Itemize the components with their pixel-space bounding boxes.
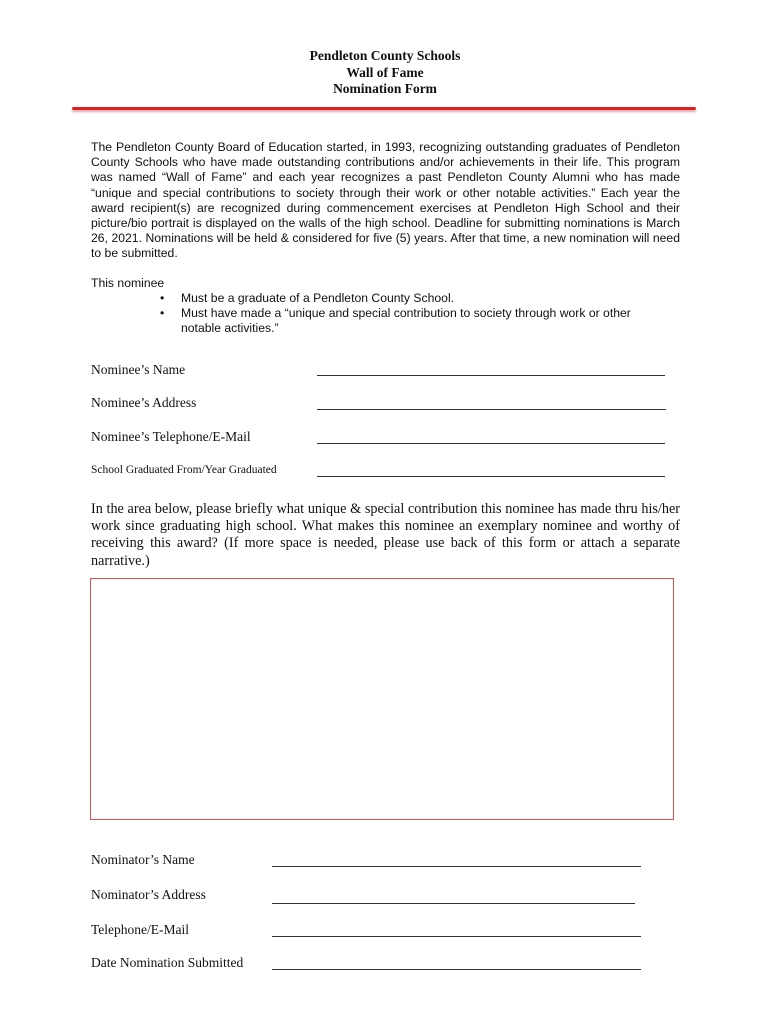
nominator-name-label: Nominator’s Name — [91, 852, 195, 867]
nominator-phone-field[interactable] — [272, 936, 641, 937]
criteria-item: • Must be a graduate of a Pendleton County School. — [160, 291, 660, 306]
intro-paragraph: The Pendleton County Board of Education started, in 1993, recognizing outstanding graduates of Pendleton County Schools who have made outstanding contributions and/or achievements in their life. This program was named “Wall of Fame” and each year recognizes a past Pendleton County Alumni who has made “unique and special contributions to society through their work or other notable activities.” Each year the award recipient(s) are recognized during commencement exercises at Pendleton High School and their picture/bio portrait is displayed on the walls of the high school. Deadline for submitting nominations is March 26, 2021. Nominations will be held & considered for five (5) years. After that time, a new nomination will need to be submitted. — [91, 140, 680, 261]
date-submitted-label: Date Nomination Submitted — [91, 955, 244, 970]
criteria-item: • Must have made a “unique and special contribution to society through work or other notable activities.” — [160, 306, 660, 336]
nominee-address-field[interactable] — [317, 409, 666, 410]
nominee-address-label: Nominee’s Address — [91, 395, 197, 410]
header-divider — [72, 107, 696, 110]
nominator-address-field[interactable] — [272, 903, 635, 904]
form-header — [0, 48, 770, 98]
nominee-name-field[interactable] — [317, 375, 665, 376]
narrative-instructions: In the area below, please briefly what unique & special contribution this nominee has made thru his/her work since graduating high school. What makes this nominee an exemplary nominee and worthy of receiving this award? (If more space is needed, please use back of this form or attach a separate narrative.) — [91, 501, 680, 569]
award-title: Wall of Fame — [346, 64, 424, 80]
nominee-phone-label: Nominee’s Telephone/E-Mail — [91, 429, 251, 444]
nominator-phone-label: Telephone/E-Mail — [91, 922, 190, 937]
contribution-text-area[interactable] — [90, 578, 674, 820]
nominator-name-field[interactable] — [272, 866, 641, 867]
criteria-list — [160, 291, 660, 337]
date-submitted-field[interactable] — [272, 969, 641, 970]
nominator-address-label: Nominator’s Address — [91, 887, 206, 902]
school-graduated-label: School Graduated From/Year Graduated — [91, 464, 277, 476]
school-graduated-field[interactable] — [317, 476, 665, 477]
school-district-title: Pendleton County Schools — [309, 48, 461, 63]
nominee-phone-field[interactable] — [317, 443, 665, 444]
nominee-name-label: Nominee’s Name — [91, 362, 186, 377]
form-title: Nomination Form — [333, 81, 437, 96]
criteria-lead: This nominee — [91, 276, 165, 290]
